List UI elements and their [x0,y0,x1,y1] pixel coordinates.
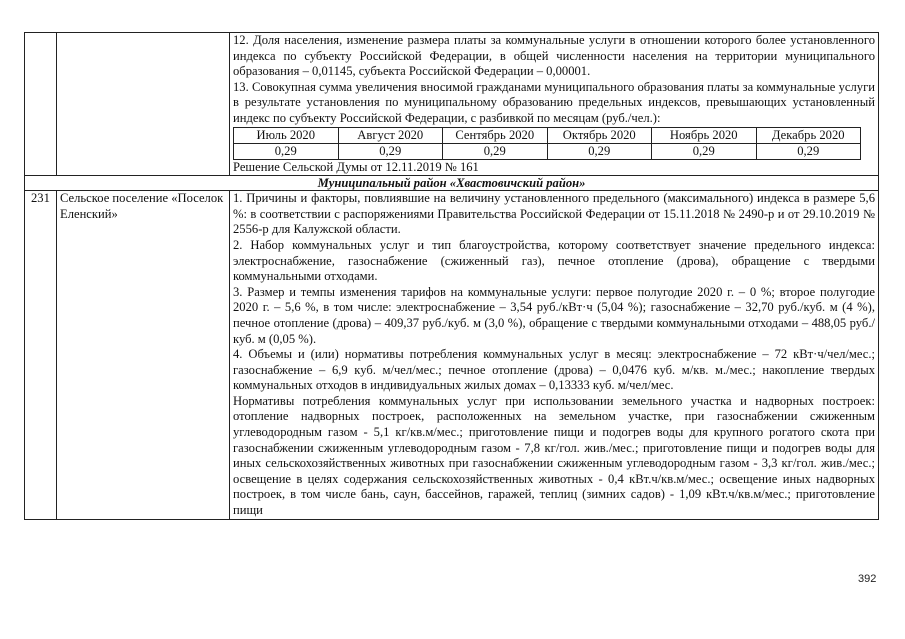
document-page [24,32,879,520]
month-cell: Июль 2020 [234,127,339,143]
month-cell: Декабрь 2020 [756,127,861,143]
table-row [25,191,879,519]
month-cell: Сентябрь 2020 [443,127,548,143]
row-number-cell [25,33,57,176]
item-2-text: 2. Набор коммунальных услуг и тип благоустройства, которому соответствует значение предельного индекса: электроснабжение, газоснабжение (сжиженный газ), печное отопление (дрова), обращение с твердыми коммунальными отходами. [233,237,875,284]
item-1-text: 1. Причины и факторы, повлиявшие на величину установленного предельного (максимального) индекса в размере 5,6 %: в соответствии с распоряжениями Правительства Российской Федерации от 15.11.2018 № 2490-р и от 29.10.2019 № 2556-р для Калужской области. [233,191,875,237]
month-cell: Октябрь 2020 [547,127,652,143]
item-13-text: 13. Совокупная сумма увеличения вносимой гражданами муниципального образования платы за коммунальные услуги в результате установления по муниципальному образованию предельных индексов, превышающих установленный индекс по субъекту Российской Федерации, с разбивкой по месяцам (руб./чел.): [233,79,875,125]
value-cell: 0,29 [234,143,339,159]
month-cell: Август 2020 [338,127,443,143]
month-cell: Ноябрь 2020 [652,127,757,143]
row-number-cell: 231 [25,191,57,519]
value-cell: 0,29 [756,143,861,159]
values-row [234,143,861,159]
months-header-row [234,127,861,143]
table-row [25,33,879,176]
details-cell [230,33,879,176]
norms-text: Нормативы потребления коммунальных услуг при использовании земельного участка и надворных построек: отопление надворных построек, расположенных на земельном участке, при газоснабжении сжиженным углеводородным газом - 5,1 кг/кв.м/мес.; приготовление пищи и подогрев воды для крупного рогатого скота при газоснабжении сжиженным углеводородным газом - 7,8 кг/гол. жив./мес.; приготовление пищи и подогрев воды для иных сельскохозяйственных животных при газоснабжении сжиженным углеводородным газом - 3,3 кг/гол. жив./мес.; освещение в целях содержания сельскохозяйственных животных - 0,4 кВт.ч/кв.м/мес.; освещение иных надворных построек, в том числе бань, саун, бассейнов, гаражей, теплиц (зимних садов) - 1,09 кВт.ч/кв.м/мес.; приготовление пищи [233,393,875,518]
value-cell: 0,29 [652,143,757,159]
district-header-row [25,176,879,191]
page-number: 392 [858,573,877,585]
item-12-text: 12. Доля населения, изменение размера платы за коммунальные услуги в отношении которого более установленного индекса по субъекту Российской Федерации, в общей численности населения на территории муниципального образования – 0,01145, субъекта Российской Федерации – 0,00001. [233,33,875,79]
index-table [24,32,879,520]
district-header: Муниципальный район «Хвастовичский район» [25,176,879,191]
monthly-amounts-table [233,127,861,160]
value-cell: 0,29 [338,143,443,159]
decision-reference: Решение Сельской Думы от 12.11.2019 № 161 [233,159,479,174]
item-4-text: 4. Объемы и (или) нормативы потребления коммунальных услуг в месяц: электроснабжение – 72 кВт·ч/чел/мес.; газоснабжение – 6,9 куб. м/чел/мес.; печное отопление (дрова) – 0,0476 куб. м/кв. м./мес.; накопление твердых коммунальных отходов в индивидуальных жилых домах – 0,13333 куб. м/чел/мес. [233,347,875,393]
value-cell: 0,29 [547,143,652,159]
details-cell [230,191,879,519]
municipality-name: Сельское поселение «Поселок Еленский» [57,191,230,519]
value-cell: 0,29 [443,143,548,159]
item-3-text: 3. Размер и темпы изменения тарифов на коммунальные услуги: первое полугодие 2020 г. – 0 %; второе полугодие 2020 г. – 5,6 %, в том числе: электроснабжение – 3,54 руб./кВт·ч (5,04 %); газоснабжение – 32,70 руб./куб. м (4 %), печное отопление (дрова) – 409,37 руб./куб. м (3,0 %), обращение с твердыми коммунальными отходами – 488,05 руб./куб. м (0,05 %). [233,284,875,346]
municipality-cell [57,33,230,176]
